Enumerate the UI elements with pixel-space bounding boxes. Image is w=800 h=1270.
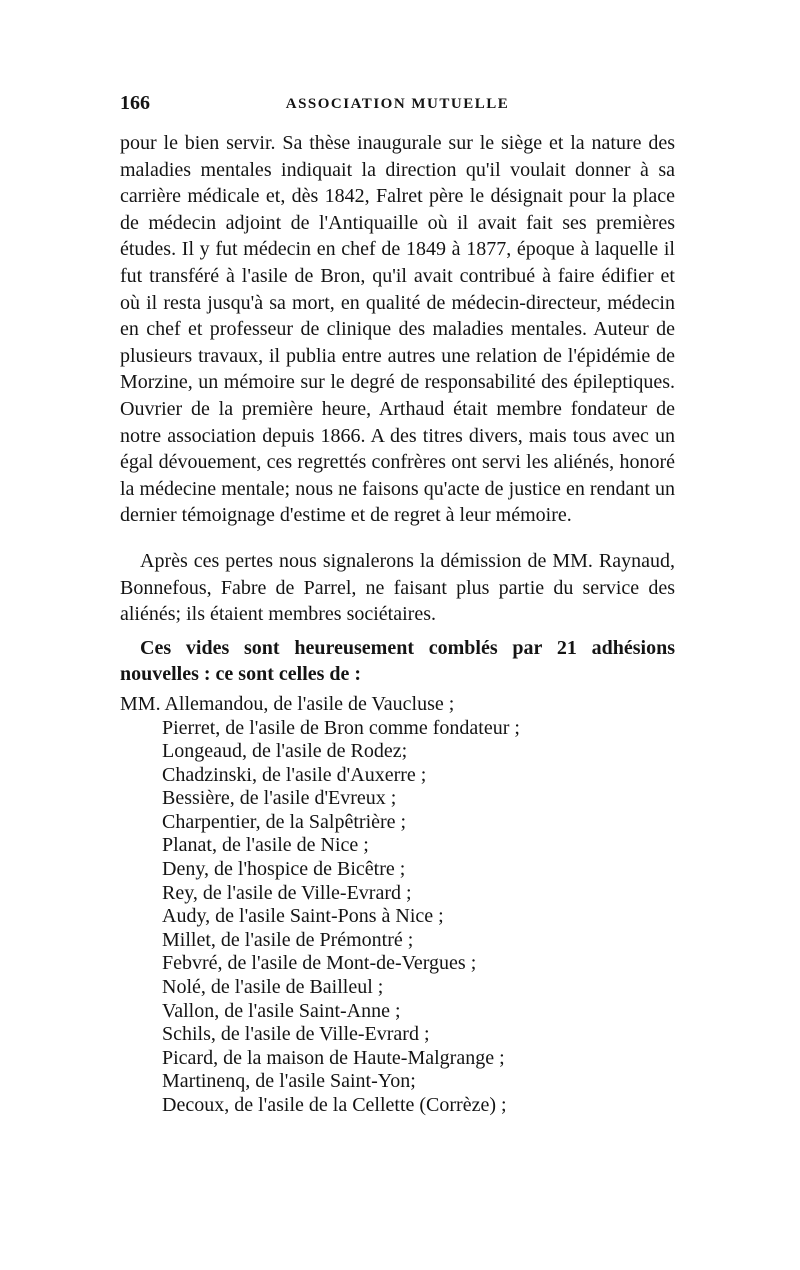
page-number: 166 [120,92,150,114]
paragraph-resignations: Après ces pertes nous signalerons la démission de MM. Raynaud, Bonnefous, Fabre de Parrel, ne faisant plus partie du service des aliénés; ils étaient membres sociétaires. [120,549,675,626]
member-entry: Audy, de l'asile Saint-Pons à Nice ; [162,905,444,928]
member-entry: Rey, de l'asile de Ville-Evrard ; [162,881,412,904]
member-entry: Deny, de l'hospice de Bicêtre ; [162,858,406,881]
members-intro-line: MM. Allemandou, de l'asile de Vaucluse ; [120,693,455,715]
member-entry: Picard, de la maison de Haute-Malgrange ; [162,1046,505,1069]
member-entry: Charpentier, de la Salpêtrière ; [162,810,407,833]
body-text [120,130,675,688]
member-entry: Longeaud, de l'asile de Rodez; [162,740,408,763]
running-title: ASSOCIATION MUTUELLE [285,96,510,112]
member-entry: Planat, de l'asile de Nice ; [162,834,369,857]
member-entry: Millet, de l'asile de Prémontré ; [162,928,414,951]
paragraph-obituary: pour le bien servir. Sa thèse inaugurale sur le siège et la nature des maladies mentales indiquait la direction qu'il voulait donner à sa carrière médicale et, dès 1842, Falret père le désignait pour la place de médecin adjoint de l'Antiquaille où il avait fait ses premières études. Il y fut médecin en chef de 1849 à 1877, époque à laquelle il fut transféré à l'asile de Bron, qu'il avait contribué à faire édifier et où il resta jusqu'à sa mort, en qualité de médecin-directeur, médecin en chef et professeur de clinique des maladies mentales. Auteur de plusieurs travaux, il publia entre autres une relation de l'épidémie de Morzine, un mémoire sur le degré de responsabilité des épileptiques. Ouvrier de la première heure, Arthaud était membre fondateur de notre association depuis 1866. A des titres divers, mais tous avec un égal dévouement, ces regrettés confrères ont servi les aliénés, honoré la médecine mentale; nous ne faisons qu'acte de justice en rendant un dernier témoignage d'estime et de regret à leur mémoire. [120,132,675,527]
member-entry: Chadzinski, de l'asile d'Auxerre ; [162,763,427,786]
member-entry: Martinenq, de l'asile Saint-Yon; [162,1070,416,1093]
page-header [120,92,675,116]
members-list [162,717,520,1118]
member-entry: Schils, de l'asile de Ville-Evrard ; [162,1023,430,1046]
member-entry: Bessière, de l'asile d'Evreux ; [162,787,397,810]
member-entry: Pierret, de l'asile de Bron comme fondateur ; [162,716,520,739]
member-entry: Vallon, de l'asile Saint-Anne ; [162,999,401,1022]
member-entry: Febvré, de l'asile de Mont-de-Vergues ; [162,952,477,975]
paragraph-new-members: Ces vides sont heureusement comblés par 21 adhésions nouvelles : ce sont celles de : [120,636,675,686]
member-entry: Nolé, de l'asile de Bailleul ; [162,976,384,999]
member-entry: Decoux, de l'asile de la Cellette (Corrèze) ; [162,1094,507,1116]
